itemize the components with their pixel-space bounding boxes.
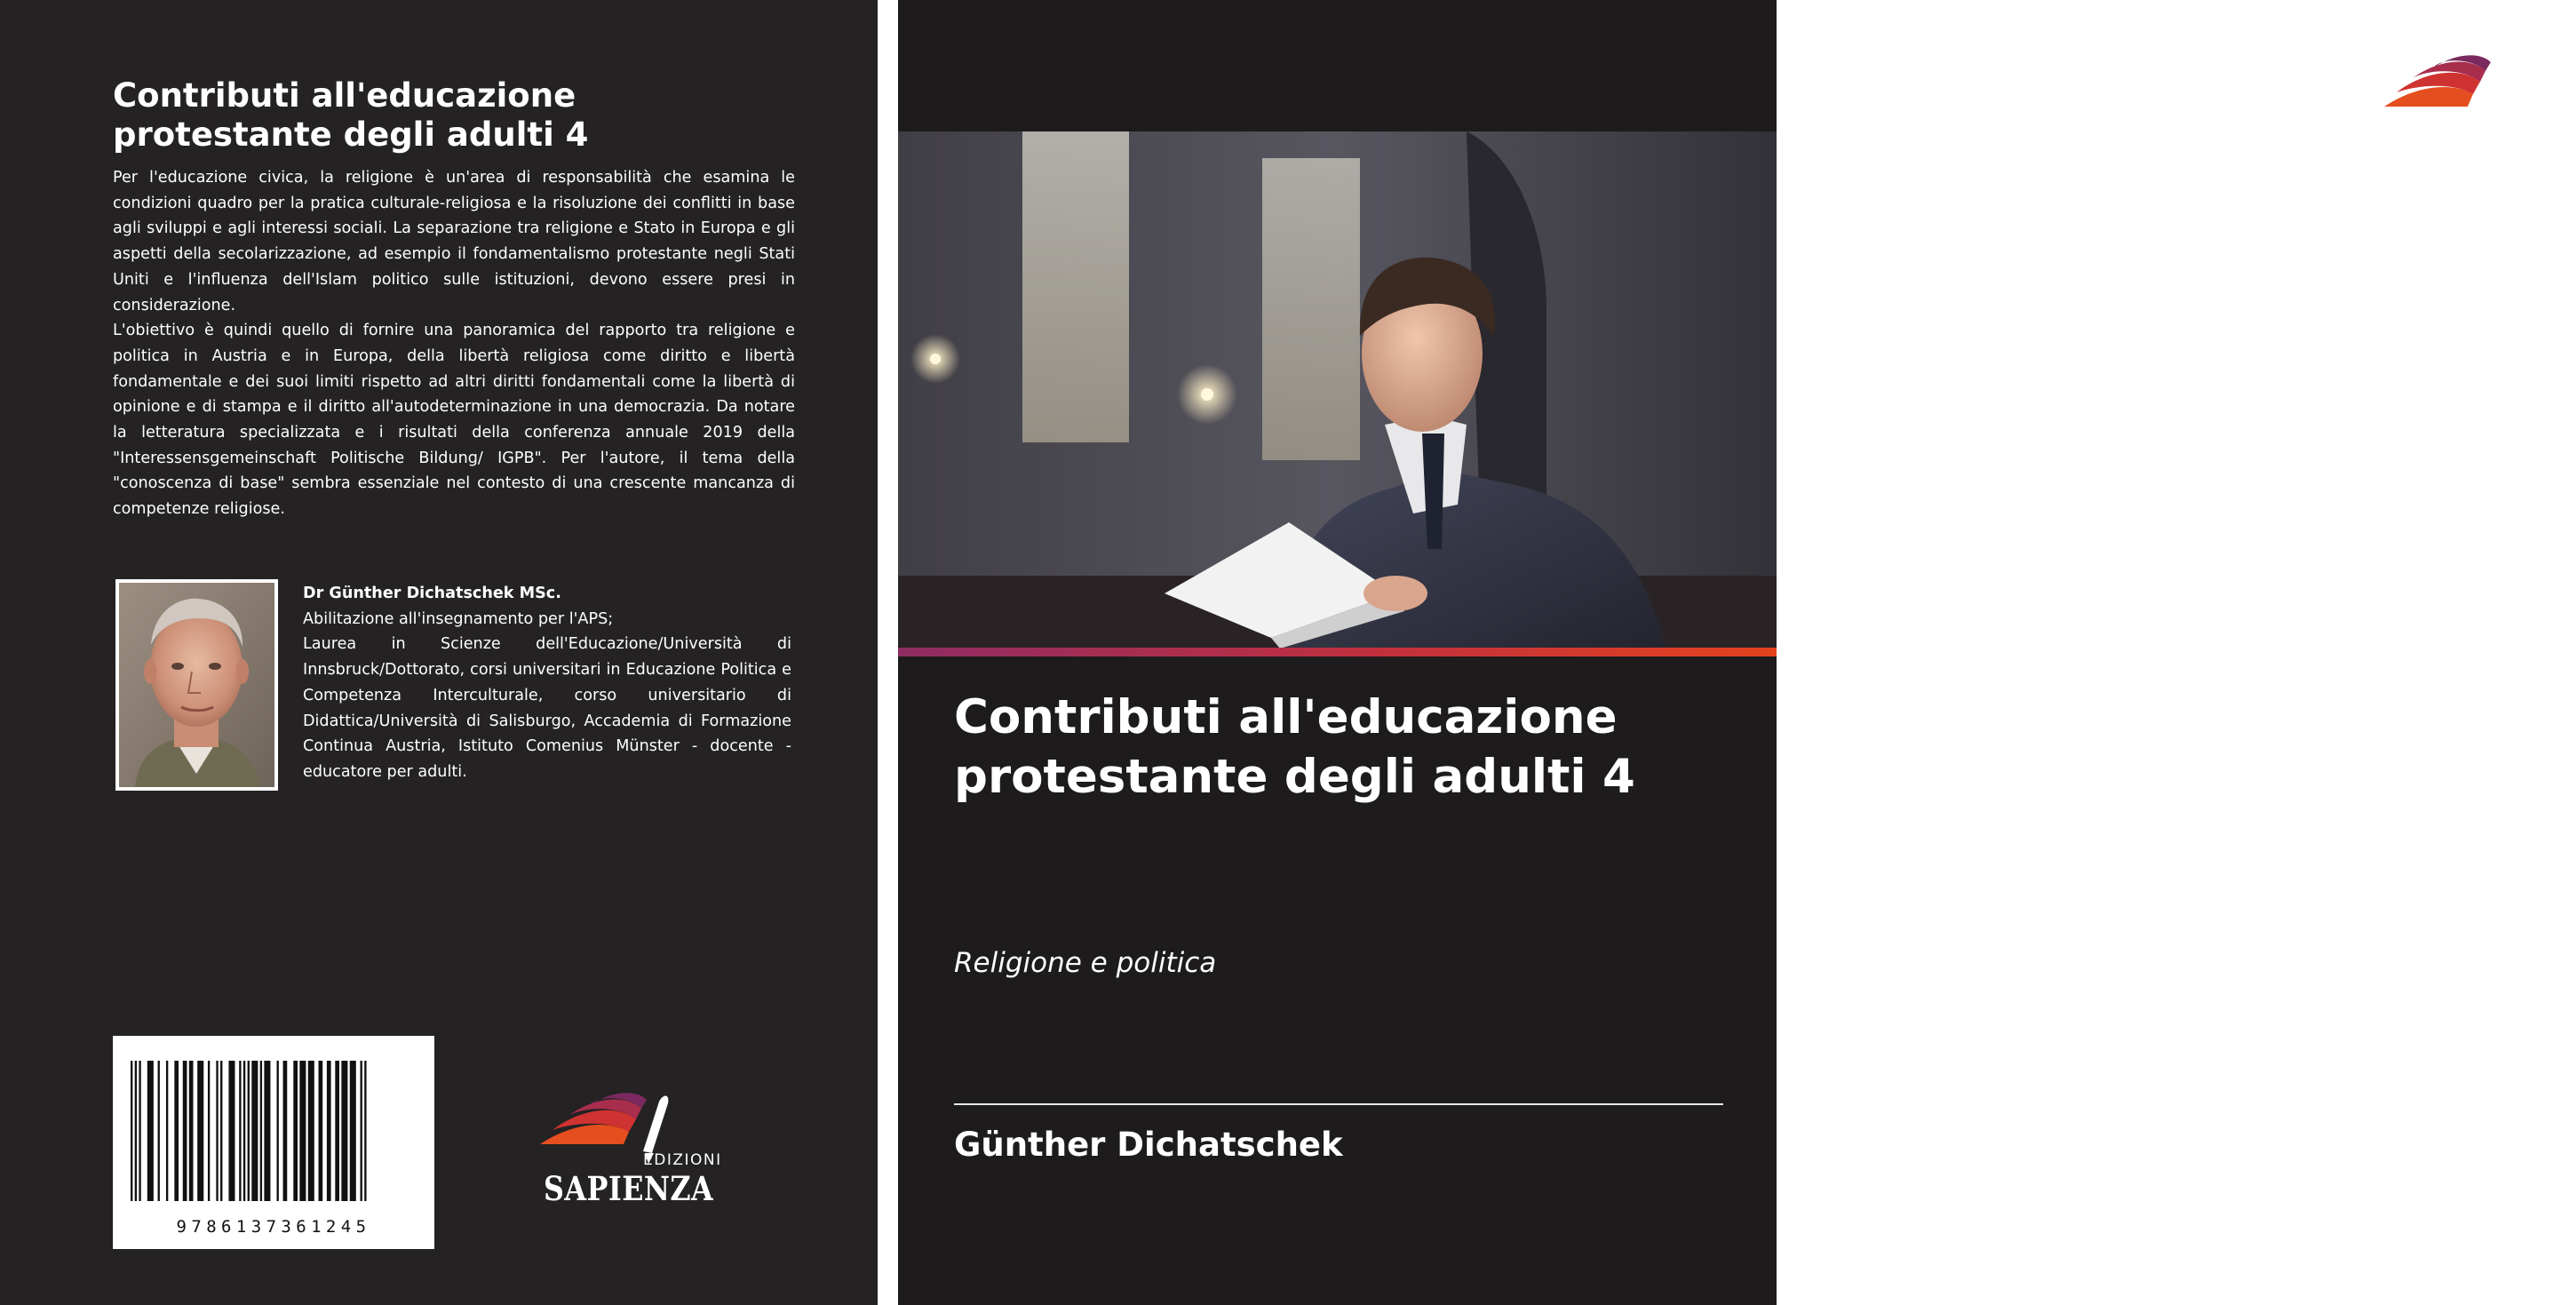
barcode-bar: [131, 1061, 132, 1201]
publisher-edizioni: EDIZIONI: [2487, 108, 2566, 126]
barcode-bar: [335, 1061, 339, 1201]
cover-photo: [898, 131, 1777, 649]
author-bio-line: Abilitazione all'insegnamento per l'APS;: [303, 609, 614, 628]
author-bio-name: Dr Günther Dichatschek MSc.: [303, 585, 561, 602]
barcode-bar: [361, 1061, 362, 1201]
barcode-bar: [264, 1061, 270, 1201]
barcode-bar: [308, 1061, 314, 1201]
barcode-bar: [189, 1061, 194, 1201]
back-publisher-logo: [537, 1089, 734, 1212]
church-reader-image: [898, 131, 1777, 649]
back-title-line-2: protestante degli adulti 4: [113, 115, 589, 154]
author-portrait-image: [119, 583, 274, 787]
barcode-bar: [174, 1061, 179, 1201]
back-title-line-1: Contributi all'educazione: [113, 76, 576, 115]
barcode-bar: [139, 1061, 140, 1201]
author-photo: [115, 579, 278, 791]
barcode-bar: [166, 1061, 168, 1201]
barcode-bar: [327, 1061, 331, 1201]
barcode-bar: [350, 1061, 356, 1201]
blurb-paragraph-2: L'obiettivo è quindi quello di fornire una panoramica del rapporto tra religione e politica in Austria e in Europa, della libertà religiosa come diritto e libertà fondamentale e dei suoi limiti rispetto ad altri diritti fondamentali come la libertà di opinione e di stampa e il diritto all'autodeterminazione in una democrazia. Da notare la letteratura specializzata e i risultati della conferenza annuale 2019 della "Interessensgemeinschaft Politische Bildung/ IGPB". Per l'autore, il tema della "conoscenza di base" sembra essenziale nel contesto di una crescente mancanza di competenze religiose.: [113, 322, 795, 519]
barcode-bar: [220, 1061, 222, 1201]
barcode-bar: [299, 1061, 306, 1201]
publisher-edizioni: EDIZIONI: [643, 1151, 722, 1169]
author-divider: [954, 1103, 1723, 1105]
barcode-bar: [248, 1061, 250, 1201]
barcode-bar: [243, 1061, 245, 1201]
isbn-barcode: [113, 1036, 434, 1249]
publisher-name: SAPIENZA: [2386, 126, 2556, 165]
barcode-bar: [277, 1061, 279, 1201]
barcode-bar: [183, 1061, 187, 1201]
accent-bar: [898, 648, 1777, 656]
back-cover: [0, 0, 878, 1305]
barcode-bar: [135, 1061, 137, 1201]
barcode-bar: [251, 1061, 258, 1201]
front-cover: [898, 0, 2566, 1305]
front-publisher-logo: [2381, 52, 2576, 167]
front-cover-subtitle: Religione e politica: [954, 947, 1217, 979]
author-bio-details: Laurea in Scienze dell'Educazione/Università di Innsbruck/Dottorato, corsi universitari in Educazione Politica e Competenza Interculturale, corso universitario di Didattica/Università di Salisburgo, Accademia di Formazione Continua Austria, Istituto Comenius Münster - docente - educatore per adulti.: [303, 635, 791, 781]
back-cover-blurb: [113, 165, 795, 522]
author-bio: [303, 581, 791, 785]
front-cover-title: Contributi all'educazione protestante degli adulti 4: [954, 690, 1635, 804]
barcode-bar: [216, 1061, 218, 1201]
barcode-bar: [260, 1061, 262, 1201]
blurb-paragraph-1: Per l'educazione civica, la religione è un'area di responsabilità che esamina le condizioni quadro per la pratica culturale-religiosa e la risoluzione dei conflitti in base agli sviluppi e agli interessi sociali. La separazione tra religione e Stato in Europa e gli aspetti della secolarizzazione, ad esempio il fondamentalismo protestante negli Stati Uniti e l'influenza dell'Islam politico sulle istituzioni, devono essere presi in considerazione.: [113, 169, 795, 314]
barcode-bar: [283, 1061, 288, 1201]
barcode-bar: [341, 1061, 347, 1201]
barcode-bar: [239, 1061, 241, 1201]
barcode-digits: 9786137361245: [176, 1217, 371, 1237]
barcode-bar: [228, 1061, 235, 1201]
barcode-bar: [197, 1061, 203, 1201]
barcode-bars: [113, 1036, 434, 1213]
barcode-bar: [147, 1061, 154, 1201]
publisher-name: SAPIENZA: [544, 1169, 714, 1208]
barcode-bar: [158, 1061, 160, 1201]
barcode-bar: [208, 1061, 210, 1201]
spine-gap: [878, 0, 898, 1305]
front-cover-author: Günther Dichatschek: [954, 1126, 1343, 1164]
back-cover-title: [113, 76, 806, 155]
barcode-bar: [319, 1061, 323, 1201]
barcode-bar: [364, 1061, 366, 1201]
barcode-bar: [293, 1061, 298, 1201]
